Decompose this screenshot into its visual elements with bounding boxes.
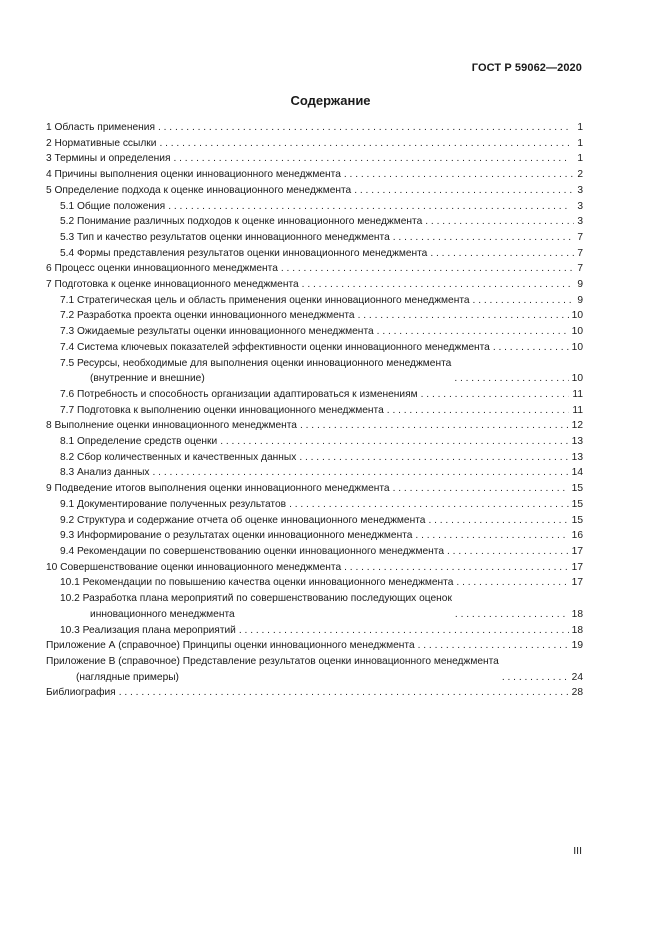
toc-page-number: 3 [577, 216, 583, 228]
dot-leader [153, 465, 569, 481]
toc-page-number: 7 [577, 263, 583, 275]
toc-page-number: 17 [571, 545, 583, 557]
toc-entry-text: 4 Причины выполнения оценки инновационного менеджмента [46, 169, 341, 181]
toc-page-number: 9 [577, 279, 583, 291]
toc-entry[interactable] [46, 544, 583, 560]
toc-entry[interactable] [46, 230, 583, 246]
toc-page-number: 15 [571, 483, 583, 495]
toc-page-number: 3 [577, 184, 583, 196]
dot-leader [168, 199, 569, 215]
toc-entry-text: 9.1 Документирование полученных результатов [60, 498, 287, 510]
toc-entry-text: Приложение В (справочное) Представление результатов оценки инновационного менеджмента [46, 655, 499, 667]
toc-entry[interactable] [46, 418, 583, 434]
toc-entry-text: 6 Процесс оценки инновационного менеджмента [46, 263, 278, 275]
dot-leader [344, 560, 569, 576]
toc-entry[interactable] [46, 308, 583, 324]
dot-leader [377, 324, 569, 340]
toc-page-number: 11 [572, 388, 583, 400]
toc-entry-text: 2 Нормативные ссылки [46, 137, 157, 149]
dot-leader [358, 308, 569, 324]
toc-entry[interactable] [46, 246, 583, 262]
toc-page-number: 13 [571, 436, 583, 448]
dot-leader [393, 481, 569, 497]
toc-entry-text: 10 Совершенствование оценки инновационного менеджмента [46, 561, 342, 573]
dot-leader [447, 544, 569, 560]
toc-entry-text: 7.7 Подготовка к выполнению оценки инновационного менеджмента [60, 404, 384, 416]
dot-leader [289, 497, 569, 513]
dot-leader [425, 214, 574, 230]
toc-page-number: 17 [571, 577, 583, 589]
toc-entry[interactable] [46, 183, 583, 199]
toc-entry[interactable] [46, 685, 583, 701]
dot-leader [456, 575, 568, 591]
toc-entry-text: 9.4 Рекомендации по совершенствованию оценки инновационного менеджмента [60, 545, 444, 557]
dot-leader [344, 167, 574, 183]
toc-entry[interactable] [46, 654, 583, 685]
dot-leader [418, 638, 569, 654]
dot-leader [393, 230, 575, 246]
toc-entry[interactable] [46, 403, 583, 419]
toc-entry-text: 7.4 Система ключевых показателей эффективности оценки инновационного менеджмента [60, 341, 490, 353]
dot-leader [299, 450, 568, 466]
toc-page-number: 1 [577, 122, 583, 133]
toc-page-number: 15 [571, 514, 583, 526]
dot-leader [354, 183, 574, 199]
dot-leader [220, 434, 568, 450]
dot-leader [302, 277, 573, 293]
toc-page-number: 14 [571, 467, 583, 479]
toc-entry-text-continued: (внутренние и внешние) [90, 373, 205, 385]
toc-entry-text: 7.1 Стратегическая цель и область применения оценки инновационного менеджмента [60, 294, 470, 306]
toc-page-number: 10 [571, 373, 583, 385]
dot-leader [387, 403, 570, 419]
toc-page-number: 17 [571, 561, 583, 573]
toc-page-number: 18 [571, 624, 583, 636]
toc-entry-text: 5 Определение подхода к оценке инновационного менеджмента [46, 184, 352, 196]
toc-entry-text: Библиография [46, 687, 116, 699]
toc-page-number: 19 [571, 640, 583, 652]
toc-page-number: 3 [577, 200, 583, 212]
toc-entry[interactable] [46, 356, 583, 387]
toc-entry[interactable] [46, 199, 583, 215]
toc-entry[interactable] [46, 151, 583, 167]
toc-page-number: 24 [571, 671, 583, 683]
toc-entry-text: 9.3 Информирование о результатах оценки инновационного менеджмента [60, 530, 413, 542]
dot-leader [119, 685, 568, 701]
toc-entry-text: 1 Область применения [46, 122, 155, 133]
toc-entry[interactable] [46, 120, 583, 136]
toc-page-number: 28 [571, 687, 583, 699]
toc-entry-text: 3 Термины и определения [46, 153, 171, 165]
toc-entry-text: 9 Подведение итогов выполнения оценки инновационного менеджмента [46, 483, 390, 495]
toc-entry-text: 7.2 Разработка проекта оценки инновационного менеджмента [60, 310, 355, 322]
page-number: III [573, 845, 582, 857]
toc-entry[interactable] [46, 434, 583, 450]
toc-page-number: 10 [571, 341, 583, 353]
toc-page-number: 1 [577, 137, 583, 149]
toc-entry[interactable] [46, 277, 583, 293]
toc-entry-text: 9.2 Структура и содержание отчета об оценке инновационного менеджмента [60, 514, 426, 526]
toc-entry-text: 10.1 Рекомендации по повышению качества оценки инновационного менеджмента [60, 577, 454, 589]
toc-entry-text: 8.1 Определение средств оценки [60, 436, 218, 448]
toc-entry[interactable] [46, 623, 583, 639]
dot-leader [159, 136, 569, 152]
toc-entry-text: 5.1 Общие положения [60, 200, 166, 212]
table-of-contents [46, 120, 583, 701]
toc-entry-text: 8.3 Анализ данных [60, 467, 150, 479]
toc-page-number: 2 [577, 169, 583, 181]
toc-entry-text-continued: инновационного менеджмента [90, 608, 235, 620]
toc-entry[interactable] [46, 481, 583, 497]
toc-page-number: 13 [571, 451, 583, 463]
dot-leader [493, 340, 569, 356]
toc-page-number: 15 [571, 498, 583, 510]
toc-entry[interactable] [46, 638, 583, 654]
dot-leader [421, 387, 570, 403]
toc-page-number: 10 [571, 326, 583, 338]
toc-entry[interactable] [46, 340, 583, 356]
toc-entry-text: 5.4 Формы представления результатов оценки инновационного менеджмента [60, 247, 428, 259]
toc-page-number: 16 [571, 530, 583, 542]
toc-entry-text: Приложение А (справочное) Принципы оценки инновационного менеджмента [46, 640, 415, 652]
toc-entry[interactable] [46, 528, 583, 544]
toc-entry[interactable] [46, 214, 583, 230]
dot-leader [502, 670, 569, 686]
toc-entry[interactable] [46, 465, 583, 481]
toc-page-number: 12 [571, 420, 583, 432]
toc-entry-text: 5.3 Тип и качество результатов оценки инновационного менеджмента [60, 231, 390, 243]
toc-page-number: 7 [577, 247, 583, 259]
dot-leader [455, 607, 569, 623]
dot-leader [158, 120, 569, 136]
toc-page-number: 7 [577, 231, 583, 243]
toc-entry-text: 5.2 Понимание различных подходов к оценке инновационного менеджмента [60, 216, 423, 228]
toc-entry-text: 8.2 Сбор количественных и качественных данных [60, 451, 297, 463]
dot-leader [415, 528, 568, 544]
toc-page-number: 18 [571, 608, 583, 620]
toc-entry-text: 10.2 Разработка плана мероприятий по совершенствованию последующих оценок [60, 593, 452, 605]
dot-leader [454, 371, 568, 387]
dot-leader [173, 151, 569, 167]
toc-page-number: 10 [571, 310, 583, 322]
toc-entry[interactable] [46, 513, 583, 529]
toc-entry-text: 10.3 Реализация плана мероприятий [60, 624, 236, 636]
toc-title: Содержание [290, 93, 371, 108]
toc-entry[interactable] [46, 136, 583, 152]
toc-entry[interactable] [46, 167, 583, 183]
toc-entry-text: 7 Подготовка к оценке инновационного менеджмента [46, 279, 299, 291]
toc-entry[interactable] [46, 261, 583, 277]
dot-leader [428, 513, 568, 529]
toc-entry[interactable] [46, 450, 583, 466]
toc-entry-text: 8 Выполнение оценки инновационного менеджмента [46, 420, 297, 432]
dot-leader [473, 293, 575, 309]
dot-leader [239, 623, 569, 639]
toc-entry-text: 7.3 Ожидаемые результаты оценки инновационного менеджмента [60, 326, 374, 338]
toc-entry-text: 7.5 Ресурсы, необходимые для выполнения оценки инновационного менеджмента [60, 357, 452, 369]
document-code: ГОСТ Р 59062—2020 [471, 62, 582, 74]
dot-leader [300, 418, 569, 434]
toc-entry-text-continued: (наглядные примеры) [76, 671, 179, 683]
toc-entry[interactable] [46, 293, 583, 309]
toc-entry[interactable] [46, 324, 583, 340]
toc-page-number: 9 [577, 294, 583, 306]
toc-entry[interactable] [46, 560, 583, 576]
toc-entry-text: 7.6 Потребность и способность организации адаптироваться к изменениям [60, 388, 418, 400]
toc-entry[interactable] [46, 591, 583, 622]
toc-entry[interactable] [46, 497, 583, 513]
toc-page-number: 11 [572, 404, 583, 416]
dot-leader [281, 261, 572, 277]
dot-leader [430, 246, 574, 262]
toc-page-number: 1 [577, 153, 583, 165]
toc-entry[interactable] [46, 387, 583, 403]
toc-entry[interactable] [46, 575, 583, 591]
